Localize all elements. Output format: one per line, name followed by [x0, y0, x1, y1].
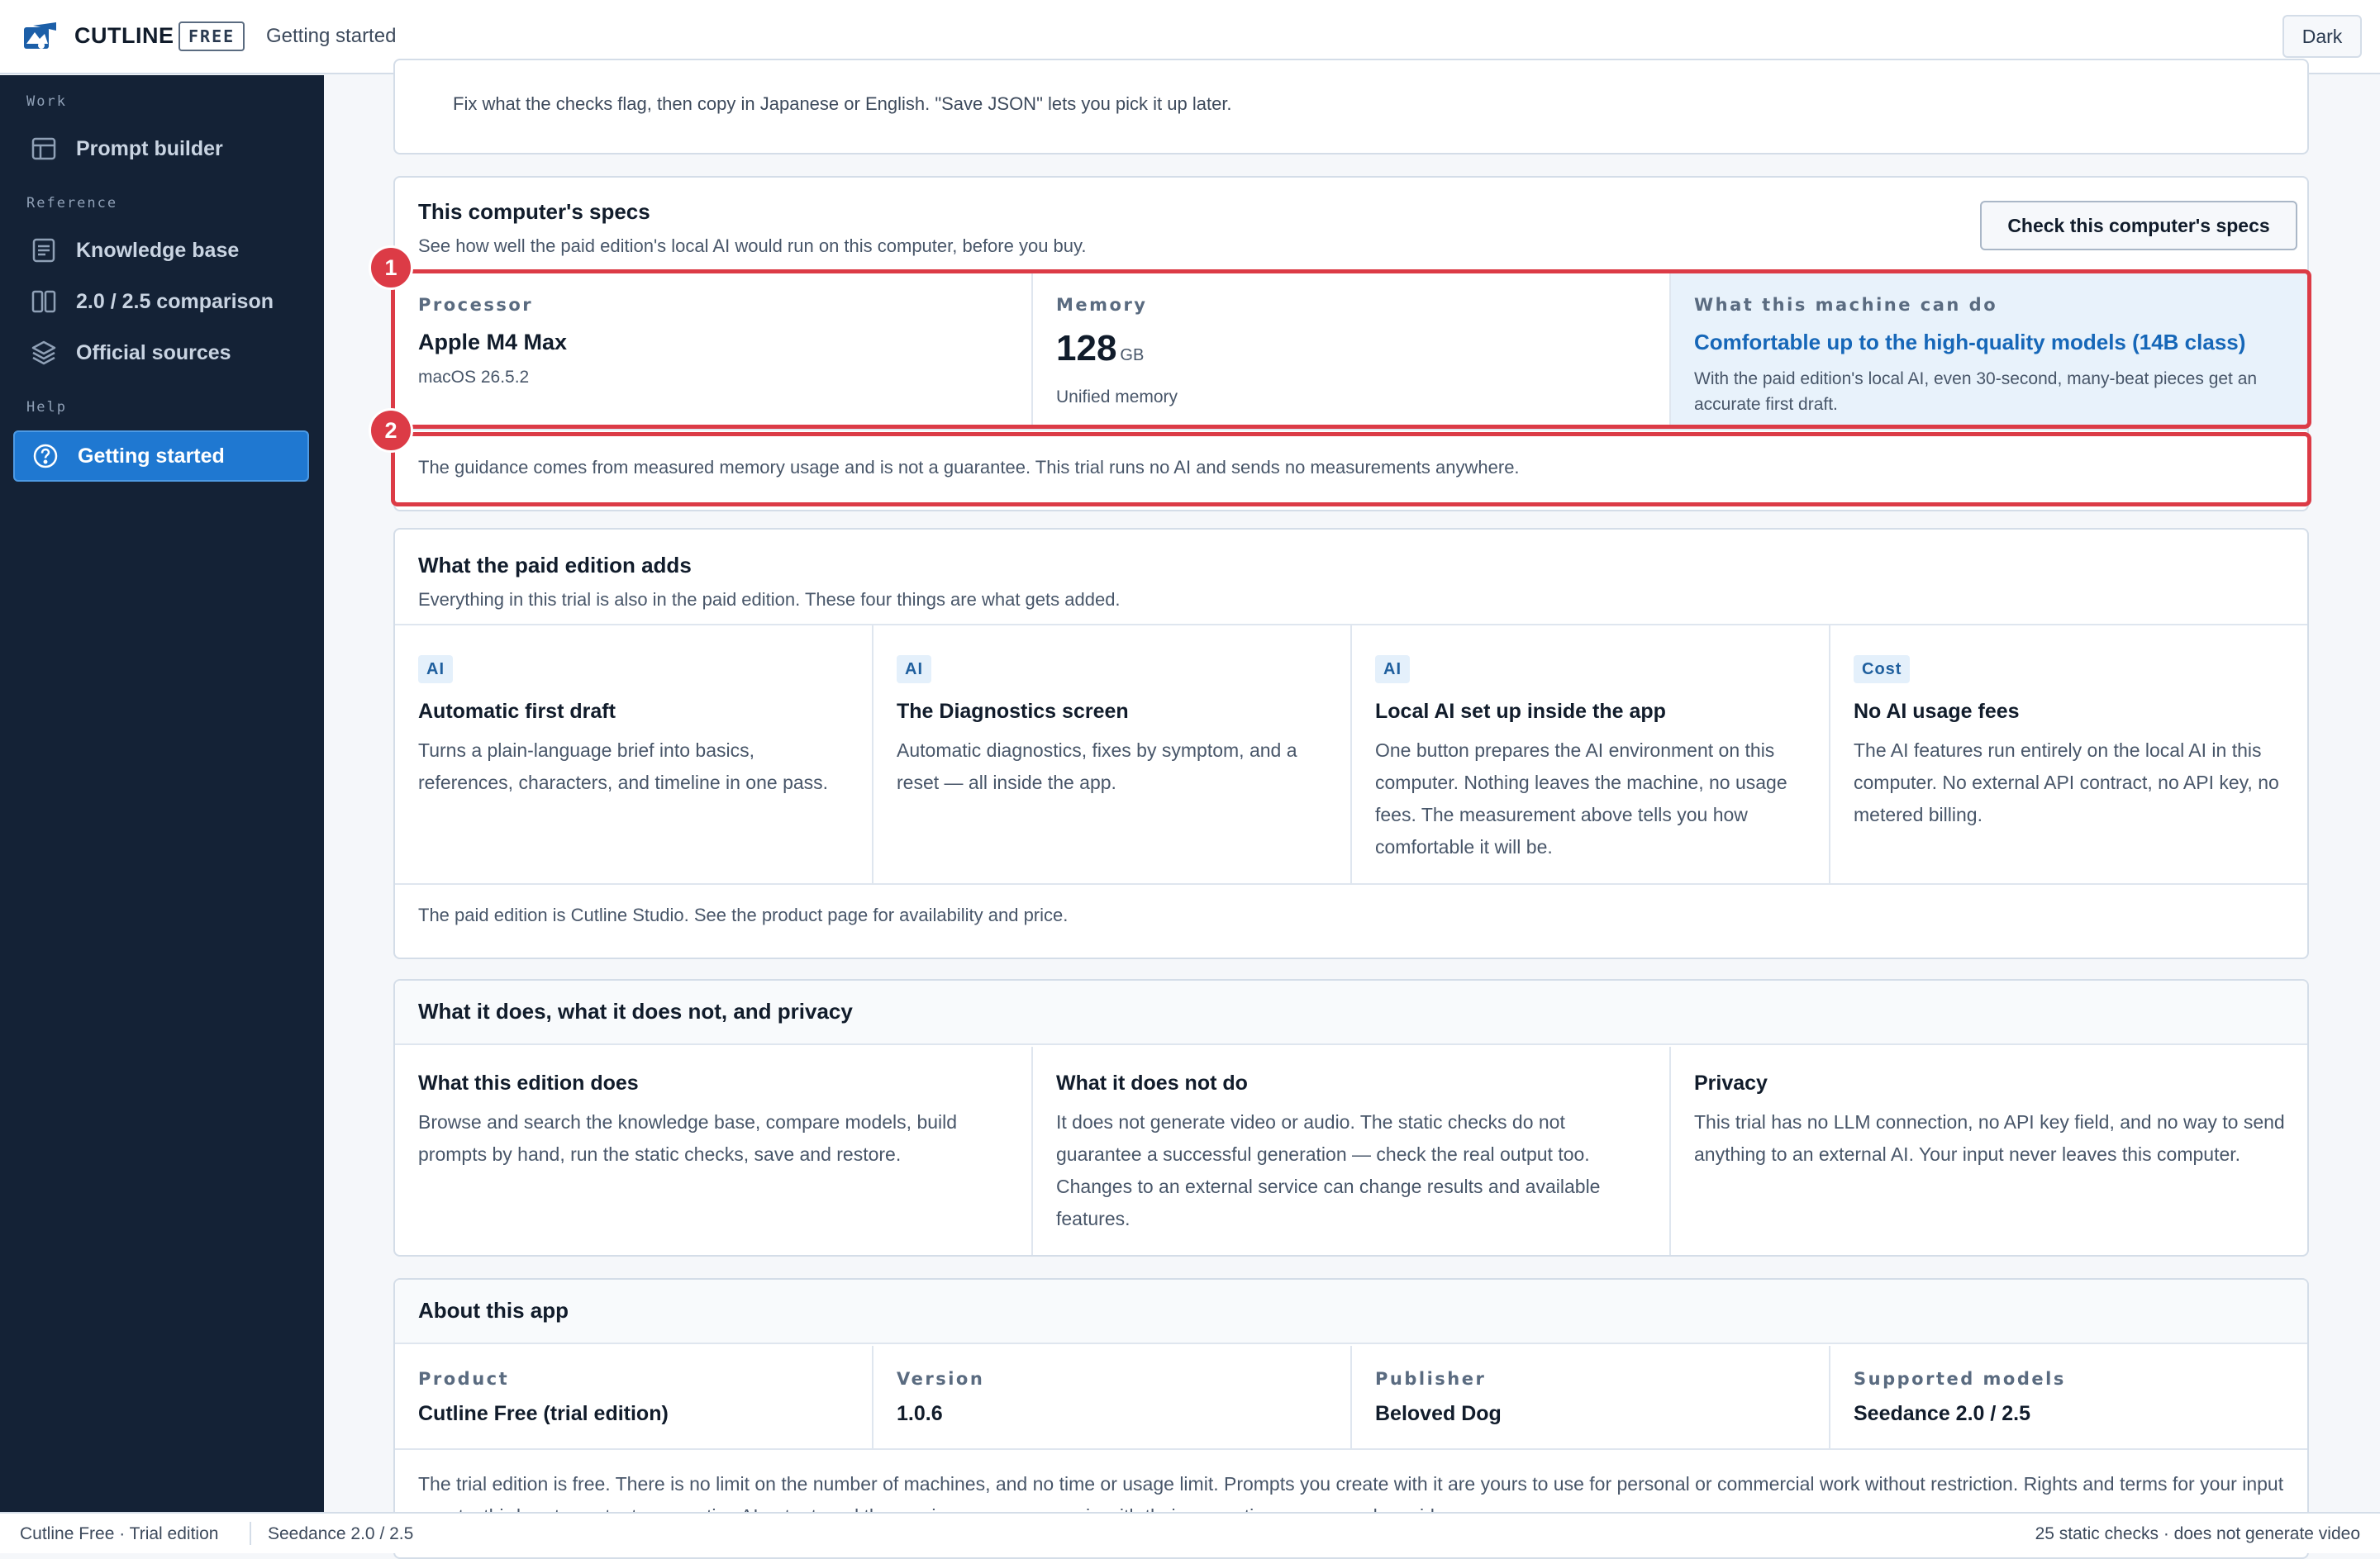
divider	[395, 429, 2307, 430]
about-field	[395, 1346, 873, 1448]
about-note: The trial edition is free. There is no limit on the number of machines, and no time or usage limit. Prompts you create with it are yours to use for personal or commercial work without restriction. Rights and terms for your input	[418, 1473, 2284, 1495]
sidebar-item-label: Prompt builder	[76, 136, 223, 160]
about-field	[873, 1346, 1352, 1448]
sidebar-item-label: Official sources	[76, 340, 231, 364]
capability-label: What this machine can do	[1694, 295, 1998, 315]
capability-detail: With the paid edition's local AI, even 30-second, many-beat pieces get an accurate first draft.	[1694, 369, 2258, 414]
feature-body: One button prepares the AI environment on this computer. Nothing leaves the machine, no usage fees. The measurement above tells you how comfortable it will be.	[1375, 739, 1787, 858]
specs-title: This computer's specs	[418, 199, 650, 224]
feature-title: The Diagnostics screen	[897, 700, 1129, 723]
sidebar-item-knowledge-base[interactable]	[13, 225, 309, 276]
feature-tag: AI	[1375, 655, 1410, 683]
sidebar-item-prompt-builder[interactable]	[13, 123, 309, 174]
capability-value: Comfortable up to the high-quality models (14B class)	[1694, 330, 2246, 354]
sidebar	[0, 75, 324, 1512]
main-content	[324, 75, 2380, 1512]
specs-note: The guidance comes from measured memory usage and is not a guarantee. This trial runs no AI and sends no measurements anywhere.	[418, 457, 1520, 478]
sidebar-item-label: Getting started	[78, 444, 225, 468]
about-field	[1352, 1346, 1830, 1448]
sidebar-section-work: Work	[26, 93, 67, 110]
about-field-label: Publisher	[1375, 1369, 1487, 1389]
paid-edition-card	[393, 528, 2309, 959]
scope-column-body: It does not generate video or audio. The static checks do not guarantee a successful generation — check the real output too. Changes to an external service can change results and available features.	[1056, 1111, 1601, 1229]
scope-column-title: What it does not do	[1056, 1072, 1248, 1095]
paid-footer: The paid edition is Cutline Studio. See the product page for availability and price.	[418, 905, 1069, 925]
scope-column-title: What this edition does	[418, 1072, 639, 1095]
about-title: About this app	[418, 1298, 569, 1323]
feature-card	[395, 625, 873, 883]
sidebar-item-label: Knowledge base	[76, 238, 240, 262]
divider	[395, 883, 2307, 885]
document-icon	[30, 236, 58, 264]
feature-card	[1352, 625, 1830, 883]
feature-tag: AI	[897, 655, 931, 683]
feature-title: No AI usage fees	[1854, 700, 2020, 723]
highlight-box-1	[391, 269, 2311, 429]
intro-text: Fix what the checks flag, then copy in Japanese or English. "Save JSON" lets you pick it up later.	[453, 93, 1232, 114]
feature-body: Turns a plain-language brief into basics, references, characters, and timeline in one pass.	[418, 739, 829, 793]
sidebar-item-comparison[interactable]	[13, 276, 309, 327]
status-separator	[250, 1522, 251, 1545]
scope-column-body: This trial has no LLM connection, no API key field, and no way to send anything to an external AI. Your input never leaves this computer.	[1694, 1111, 2285, 1165]
layers-icon	[30, 339, 58, 367]
edition-badge: FREE	[178, 21, 245, 51]
sidebar-section-help: Help	[26, 399, 67, 416]
theme-toggle-button[interactable]: Dark	[2282, 15, 2362, 58]
feature-title: Automatic first draft	[418, 700, 616, 723]
memory-value: 128	[1056, 328, 1117, 368]
scope-column-title: Privacy	[1694, 1072, 1768, 1095]
about-field-value: Beloved Dog	[1375, 1402, 1502, 1425]
columns-icon	[30, 288, 58, 316]
about-field-value: 1.0.6	[897, 1402, 943, 1425]
highlight-box-2	[391, 432, 2311, 506]
feature-card	[873, 625, 1352, 883]
scope-column	[1033, 1047, 1671, 1255]
feature-tag: AI	[418, 655, 453, 683]
divider	[395, 1448, 2307, 1450]
layout-icon	[30, 135, 58, 163]
processor-label: Processor	[418, 295, 534, 315]
cutline-logo-icon	[23, 22, 58, 52]
scope-column	[395, 1047, 1033, 1255]
scope-column	[1671, 1047, 2307, 1255]
about-field-value: Seedance 2.0 / 2.5	[1854, 1402, 2031, 1425]
status-bar	[0, 1512, 2380, 1553]
status-models: Seedance 2.0 / 2.5	[268, 1524, 414, 1543]
about-field	[1830, 1346, 2307, 1448]
feature-body: The AI features run entirely on the local AI in this computer. No external API contract, no API key, no metered billing.	[1854, 739, 2279, 825]
memory-label: Memory	[1056, 295, 1148, 315]
processor-value: Apple M4 Max	[418, 330, 568, 354]
memory-unit: GB	[1120, 346, 1145, 364]
marker-1: 1	[369, 245, 413, 290]
check-specs-button[interactable]: Check this computer's specs	[1980, 201, 2297, 250]
feature-card	[1830, 625, 2307, 883]
scope-card	[393, 979, 2309, 1257]
about-field-label: Version	[897, 1369, 985, 1389]
processor-os: macOS 26.5.2	[418, 368, 530, 387]
scope-title: What it does, what it does not, and privacy	[418, 999, 853, 1024]
sidebar-item-getting-started[interactable]	[13, 430, 309, 482]
sidebar-item-official-sources[interactable]	[13, 327, 309, 378]
sidebar-section-reference: Reference	[26, 195, 118, 212]
paid-subtitle: Everything in this trial is also in the paid edition. These four things are what gets added.	[418, 589, 1121, 610]
status-edition: Cutline Free · Trial edition	[20, 1524, 219, 1543]
memory-type: Unified memory	[1056, 387, 1178, 406]
help-circle-icon	[31, 442, 60, 470]
feature-title: Local AI set up inside the app	[1375, 700, 1666, 723]
scope-column-body: Browse and search the knowledge base, compare models, build prompts by hand, run the static checks, save and restore.	[418, 1111, 958, 1165]
specs-subtitle: See how well the paid edition's local AI would run on this computer, before you buy.	[418, 235, 1087, 256]
current-page-title: Getting started	[266, 25, 397, 47]
about-header	[395, 1280, 2307, 1344]
about-field-value: Cutline Free (trial edition)	[418, 1402, 669, 1425]
about-field-label: Product	[418, 1369, 510, 1389]
feature-tag: Cost	[1854, 655, 1910, 683]
marker-2: 2	[369, 408, 413, 453]
about-field-label: Supported models	[1854, 1369, 2066, 1389]
intro-card	[393, 59, 2309, 154]
paid-title: What the paid edition adds	[418, 553, 692, 577]
feature-body: Automatic diagnostics, fixes by symptom, and a reset — all inside the app.	[897, 739, 1297, 793]
status-checks: 25 static checks · does not generate video	[2035, 1524, 2360, 1543]
sidebar-item-label: 2.0 / 2.5 comparison	[76, 289, 274, 313]
app-brand: CUTLINE	[74, 23, 174, 48]
